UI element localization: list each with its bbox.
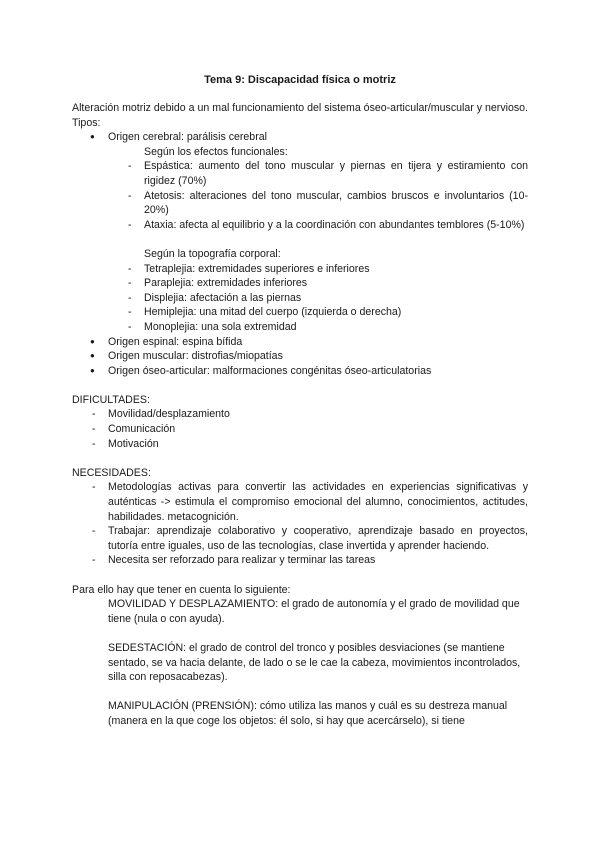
difficulty-item: - Motivación	[72, 437, 528, 452]
page-title: Tema 9: Discapacidad física o motriz	[204, 74, 396, 86]
topography-item: - Paraplejia: extremidades inferiores	[72, 276, 528, 291]
need-item: - Trabajar: aprendizaje colaborativo y cooperativo, aprendizaje basado en proyectos, tutoría entre iguales, uso de las tecnologías, clase invertida y aprender haciendo.	[72, 524, 528, 553]
difficulties-list	[72, 407, 528, 451]
functional-item: - Atetosis: alteraciones del tono muscular, cambios bruscos e involuntarios (10-20%)	[72, 189, 528, 218]
need-item: - Metodologías activas para convertir las actividades en experiencias significativas y auténticas -> estimula el compromiso emocional del alumno, conocimientos, actitudes, habilidades. metacognición.	[72, 480, 528, 524]
difficulty-item: - Movilidad/desplazamiento	[72, 407, 528, 422]
need-item: - Necesita ser reforzado para realizar y terminar las tareas	[72, 553, 528, 568]
origin-list	[72, 130, 528, 159]
consider-paragraph: SEDESTACIÓN: el grado de control del tronco y posibles desviaciones (se mantiene sentado, se va hacia delante, de lado o se le cae la cabeza, movimientos incontrolados, silla con reposacabezas).	[108, 641, 521, 684]
topography-item: - Hemiplejia: una mitad del cuerpo (izquierda o derecha)	[72, 305, 528, 320]
intro-paragraph: Alteración motriz debido a un mal funcionamiento del sistema óseo-articular/muscular y nervioso. Tipos:	[72, 102, 528, 129]
functional-item: - Ataxia: afecta al equilibrio y a la coordinación con abundantes temblores (5-10%)	[72, 218, 528, 233]
topography-list	[72, 262, 528, 335]
other-origins-list	[72, 335, 528, 379]
origin-osteo: ● Origen óseo-articular: malformaciones congénitas óseo-articulatorias	[72, 364, 528, 379]
origin-muscular: ● Origen muscular: distrofias/miopatías	[72, 349, 528, 364]
needs-heading: NECESIDADES:	[72, 466, 151, 479]
functional-item: - Espástica: aumento del tono muscular y piernas en tijera y estiramiento con rigidez (70%)	[72, 159, 528, 188]
origin-cerebral: ● Origen cerebral: parálisis cerebral Según los efectos funcionales:	[72, 130, 528, 159]
consider-heading: Para ello hay que tener en cuenta lo siguiente:	[72, 583, 291, 596]
main-content	[72, 101, 528, 729]
topography-item: - Monoplejia: una sola extremidad	[72, 320, 528, 335]
topography-item: - Displejia: afectación a las piernas	[72, 291, 528, 306]
origin-spinal: ● Origen espinal: espina bífida	[72, 335, 528, 350]
functional-heading: Según los efectos funcionales:	[144, 145, 288, 158]
needs-list	[72, 480, 528, 568]
difficulty-item: - Comunicación	[72, 422, 528, 437]
difficulties-heading: DIFICULTADES:	[72, 393, 150, 406]
functional-list	[72, 159, 528, 232]
topography-item: - Tetraplejia: extremidades superiores e inferiores	[72, 262, 528, 277]
topography-heading: Según la topografía corporal:	[144, 247, 281, 260]
consider-paragraph: MOVILIDAD Y DESPLAZAMIENTO: el grado de autonomía y el grado de movilidad que tiene (nula o con ayuda).	[108, 598, 520, 625]
consider-paragraph: MANIPULACIÓN (PRENSIÓN): cómo utiliza las manos y cuál es su destreza manual (manera en la que coge los objetos: él solo, si hay que acercárselo), si tiene	[108, 700, 508, 727]
